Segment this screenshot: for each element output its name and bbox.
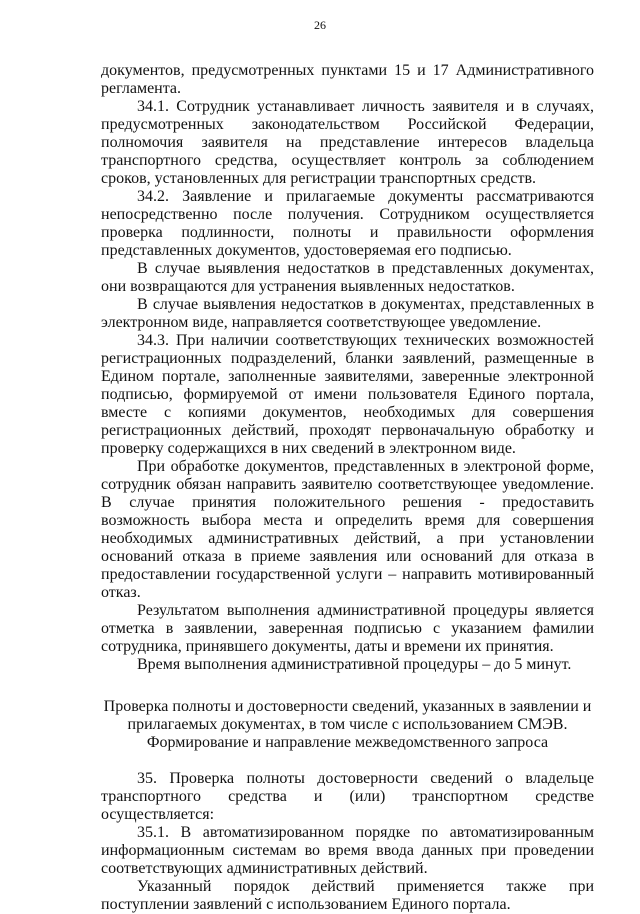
paragraph: Указанный порядок действий применяется также при поступлении заявлений с использованием Единого портала. xyxy=(101,878,594,913)
paragraph: 35.1. В автоматизированном порядке по автоматизированным информационным системам во время ввода данных при проведении соответствующих административных действий. xyxy=(101,824,594,877)
section-heading-line: прилагаемых документах, в том числе с использованием СМЭВ. xyxy=(127,716,568,733)
paragraph: В случае выявления недостатков в документах, представленных в электронном виде, направляется соответствующее уведомление. xyxy=(101,296,594,331)
section-heading-line: Формирование и направление межведомственного запроса xyxy=(146,734,549,751)
paragraph: При обработке документов, представленных в электроной форме, сотрудник обязан направить заявителю соответствующее уведомление. В случае принятия положительного решения - предоставить возможность выбора места и определить время для совершения необходимых административных действий, а при установлении оснований отказа в приеме заявления или оснований для отказа в предоставлении государственной услуги – направить мотивированный отказ. xyxy=(101,458,594,601)
paragraph: В случае выявления недостатков в представленных документах, они возвращаются для устранения выявленных недостатков. xyxy=(101,260,594,295)
paragraph: документов, предусмотренных пунктами 15 и 17 Административного регламента. xyxy=(101,62,594,97)
section-heading xyxy=(101,698,594,752)
page-number: 26 xyxy=(314,18,326,32)
section-heading-line: Проверка полноты и достоверности сведений, указанных в заявлении и xyxy=(103,698,592,715)
paragraph: 35. Проверка полноты достоверности сведений о владельце транспортного средства и (или) транспортном средстве осуществляется: xyxy=(101,770,594,823)
paragraph: 34.2. Заявление и прилагаемые документы рассматриваются непосредственно после получения. Сотрудником осуществляется проверка подлинности, полноты и правильности оформления представленных документов, удостоверяемая его подписью. xyxy=(101,188,594,259)
document-body xyxy=(101,62,594,914)
spacer xyxy=(101,674,594,698)
paragraph: 34.3. При наличии соответствующих технических возможностей регистрационных подразделений, бланки заявлений, размещенные в Едином портале, заполненные заявителями, заверенные электронной подписью, формируемой от имени пользователя Единого портала, вместе с копиями документов, необходимых для совершения регистрационных действий, проходят первоначальную обработку и проверку содержащихся в них сведений в электронном виде. xyxy=(101,332,594,457)
paragraph: Время выполнения административной процедуры – до 5 минут. xyxy=(137,656,572,673)
spacer xyxy=(101,752,594,770)
paragraph: Результатом выполнения административной процедуры является отметка в заявлении, заверенная подписью с указанием фамилии сотрудника, принявшего документы, даты и времени их принятия. xyxy=(101,602,594,655)
paragraph: 34.1. Сотрудник устанавливает личность заявителя и в случаях, предусмотренных законодательством Российской Федерации, полномочия заявителя на представление интересов владельца транспортного средства, осуществляет контроль за соблюдением сроков, установленных для регистрации транспортных средств. xyxy=(101,98,594,187)
